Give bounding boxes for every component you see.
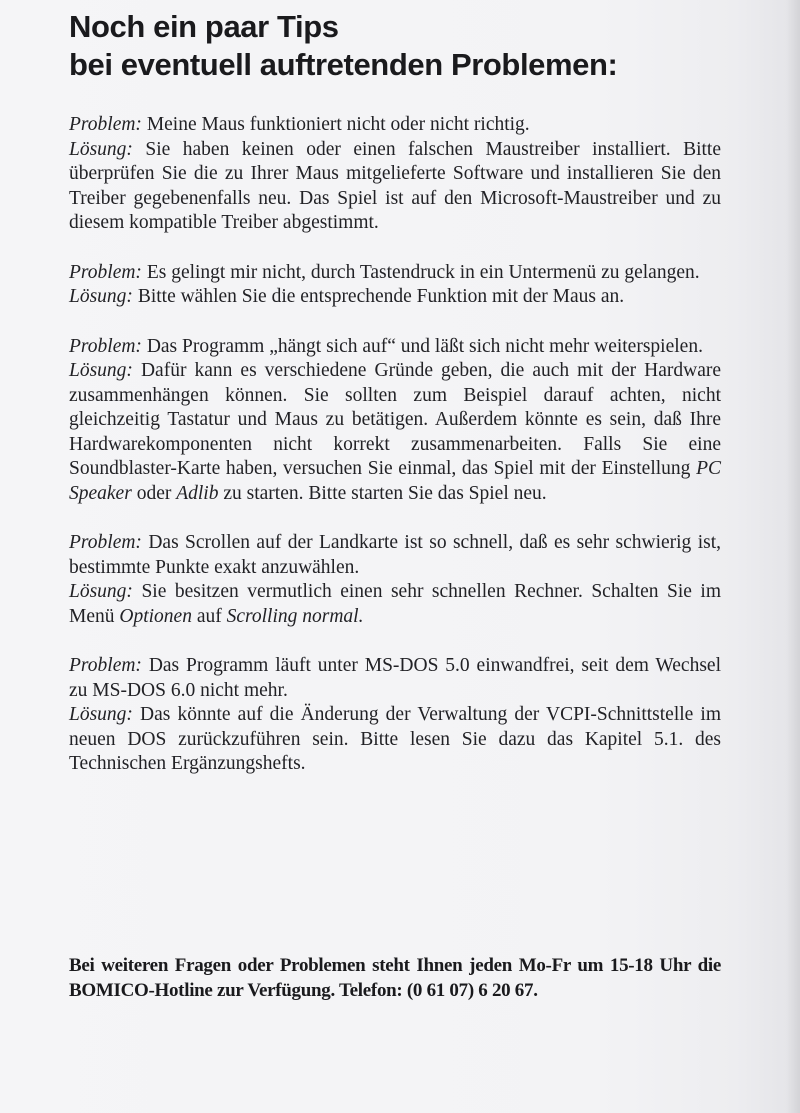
problem-line xyxy=(69,261,721,286)
problem-text: Meine Maus funktioniert nicht oder nicht richtig. xyxy=(146,114,530,135)
problem-label: Problem: xyxy=(69,532,142,553)
problem-text: Es gelingt mir nicht, durch Tastendruck in ein Untermenü zu gelangen. xyxy=(146,261,700,283)
word-oder: oder xyxy=(136,482,172,504)
solution-label: Lösung: xyxy=(69,286,133,307)
tip-block-hang xyxy=(69,335,721,507)
title-line-1: Noch ein paar Tips xyxy=(69,9,339,44)
word-auf: auf xyxy=(196,605,222,627)
problem-line xyxy=(69,335,721,360)
solution-text-a: Sie besitzen vermutlich einen sehr schnellen Rechner. Schalten Sie im Menü xyxy=(69,581,721,627)
page-edge-shadow xyxy=(786,0,800,1113)
solution-label: Lösung: xyxy=(69,360,133,381)
setting-scrolling-normal: Scrolling normal. xyxy=(226,605,364,627)
problem-line xyxy=(69,654,721,703)
solution-line xyxy=(69,580,721,629)
problem-text: Das Programm läuft unter MS-DOS 5.0 einwandfrei, seit dem Wechsel zu MS-DOS 6.0 nicht mehr. xyxy=(69,655,722,701)
tip-block-msdos xyxy=(69,654,721,777)
solution-label: Lösung: xyxy=(69,704,133,725)
title-line-2: bei eventuell auftretenden Problemen: xyxy=(69,47,618,82)
solution-line xyxy=(69,285,721,310)
solution-line xyxy=(69,138,721,236)
solution-text: Das könnte auf die Änderung der Verwaltung der VCPI-Schnittstelle im neuen DOS zurückzuführen sein. Bitte lesen Sie dazu das Kapitel 5.1. des Technischen Ergänzungshefts. xyxy=(69,704,722,774)
problem-line xyxy=(69,531,721,580)
solution-text: Sie haben keinen oder einen falschen Maustreiber installiert. Bitte überprüfen Sie die zu Ihrer Maus mitgelieferte Software und installieren Sie den Treiber gegebenenfalls neu. Das Spiel ist auf den Microsoft-Maustreiber und zu diesem kompatible Treiber abgestimmt. xyxy=(69,138,722,233)
problem-line xyxy=(69,113,721,138)
problem-label: Problem: xyxy=(69,114,142,135)
solution-text-b: zu starten. Bitte starten Sie das Spiel neu. xyxy=(223,482,547,504)
problem-label: Problem: xyxy=(69,655,142,676)
problem-text: Das Programm „hängt sich auf“ und läßt sich nicht mehr weiterspielen. xyxy=(146,335,703,357)
page-title xyxy=(69,8,617,84)
tips-list xyxy=(69,113,721,802)
solution-line xyxy=(69,359,721,506)
tip-block-mouse xyxy=(69,113,721,236)
problem-label: Problem: xyxy=(69,261,142,283)
tip-block-submenu xyxy=(69,261,721,310)
hotline-notice: Bei weiteren Fragen oder Problemen steht Ihnen jeden Mo-Fr um 15-18 Uhr die BOMICO-Hotline zur Verfügung. Telefon: (0 61 07) 6 20 67. xyxy=(69,955,721,1001)
menu-optionen: Optionen xyxy=(119,605,192,627)
option-adlib: Adlib xyxy=(176,482,219,504)
solution-text: Bitte wählen Sie die entsprechende Funktion mit der Maus an. xyxy=(137,286,625,307)
solution-label: Lösung: xyxy=(69,138,133,160)
solution-label: Lösung: xyxy=(69,581,133,602)
solution-line xyxy=(69,703,721,777)
problem-text: Das Scrollen auf der Landkarte ist so schnell, daß es sehr schwierig ist, bestimmte Punkte exakt anzuwählen. xyxy=(69,532,721,578)
problem-label: Problem: xyxy=(69,335,142,357)
option-pc-speaker: PC Speaker xyxy=(69,458,722,504)
tip-block-scrolling xyxy=(69,531,721,629)
solution-text-a: Dafür kann es verschiedene Gründe geben, die auch mit der Hardware zusammenhängen können. Sie sollten zum Beispiel darauf achten, nicht gleichzeitig Tastatur und Maus zu betätigen. Außerdem könnte es sein, daß Ihre Hardwarekomponenten nicht korrekt zusammenarbeiten. Falls Sie eine Soundblaster-Karte haben, versuchen Sie einmal, das Spiel mit der Einstellung xyxy=(69,360,721,479)
